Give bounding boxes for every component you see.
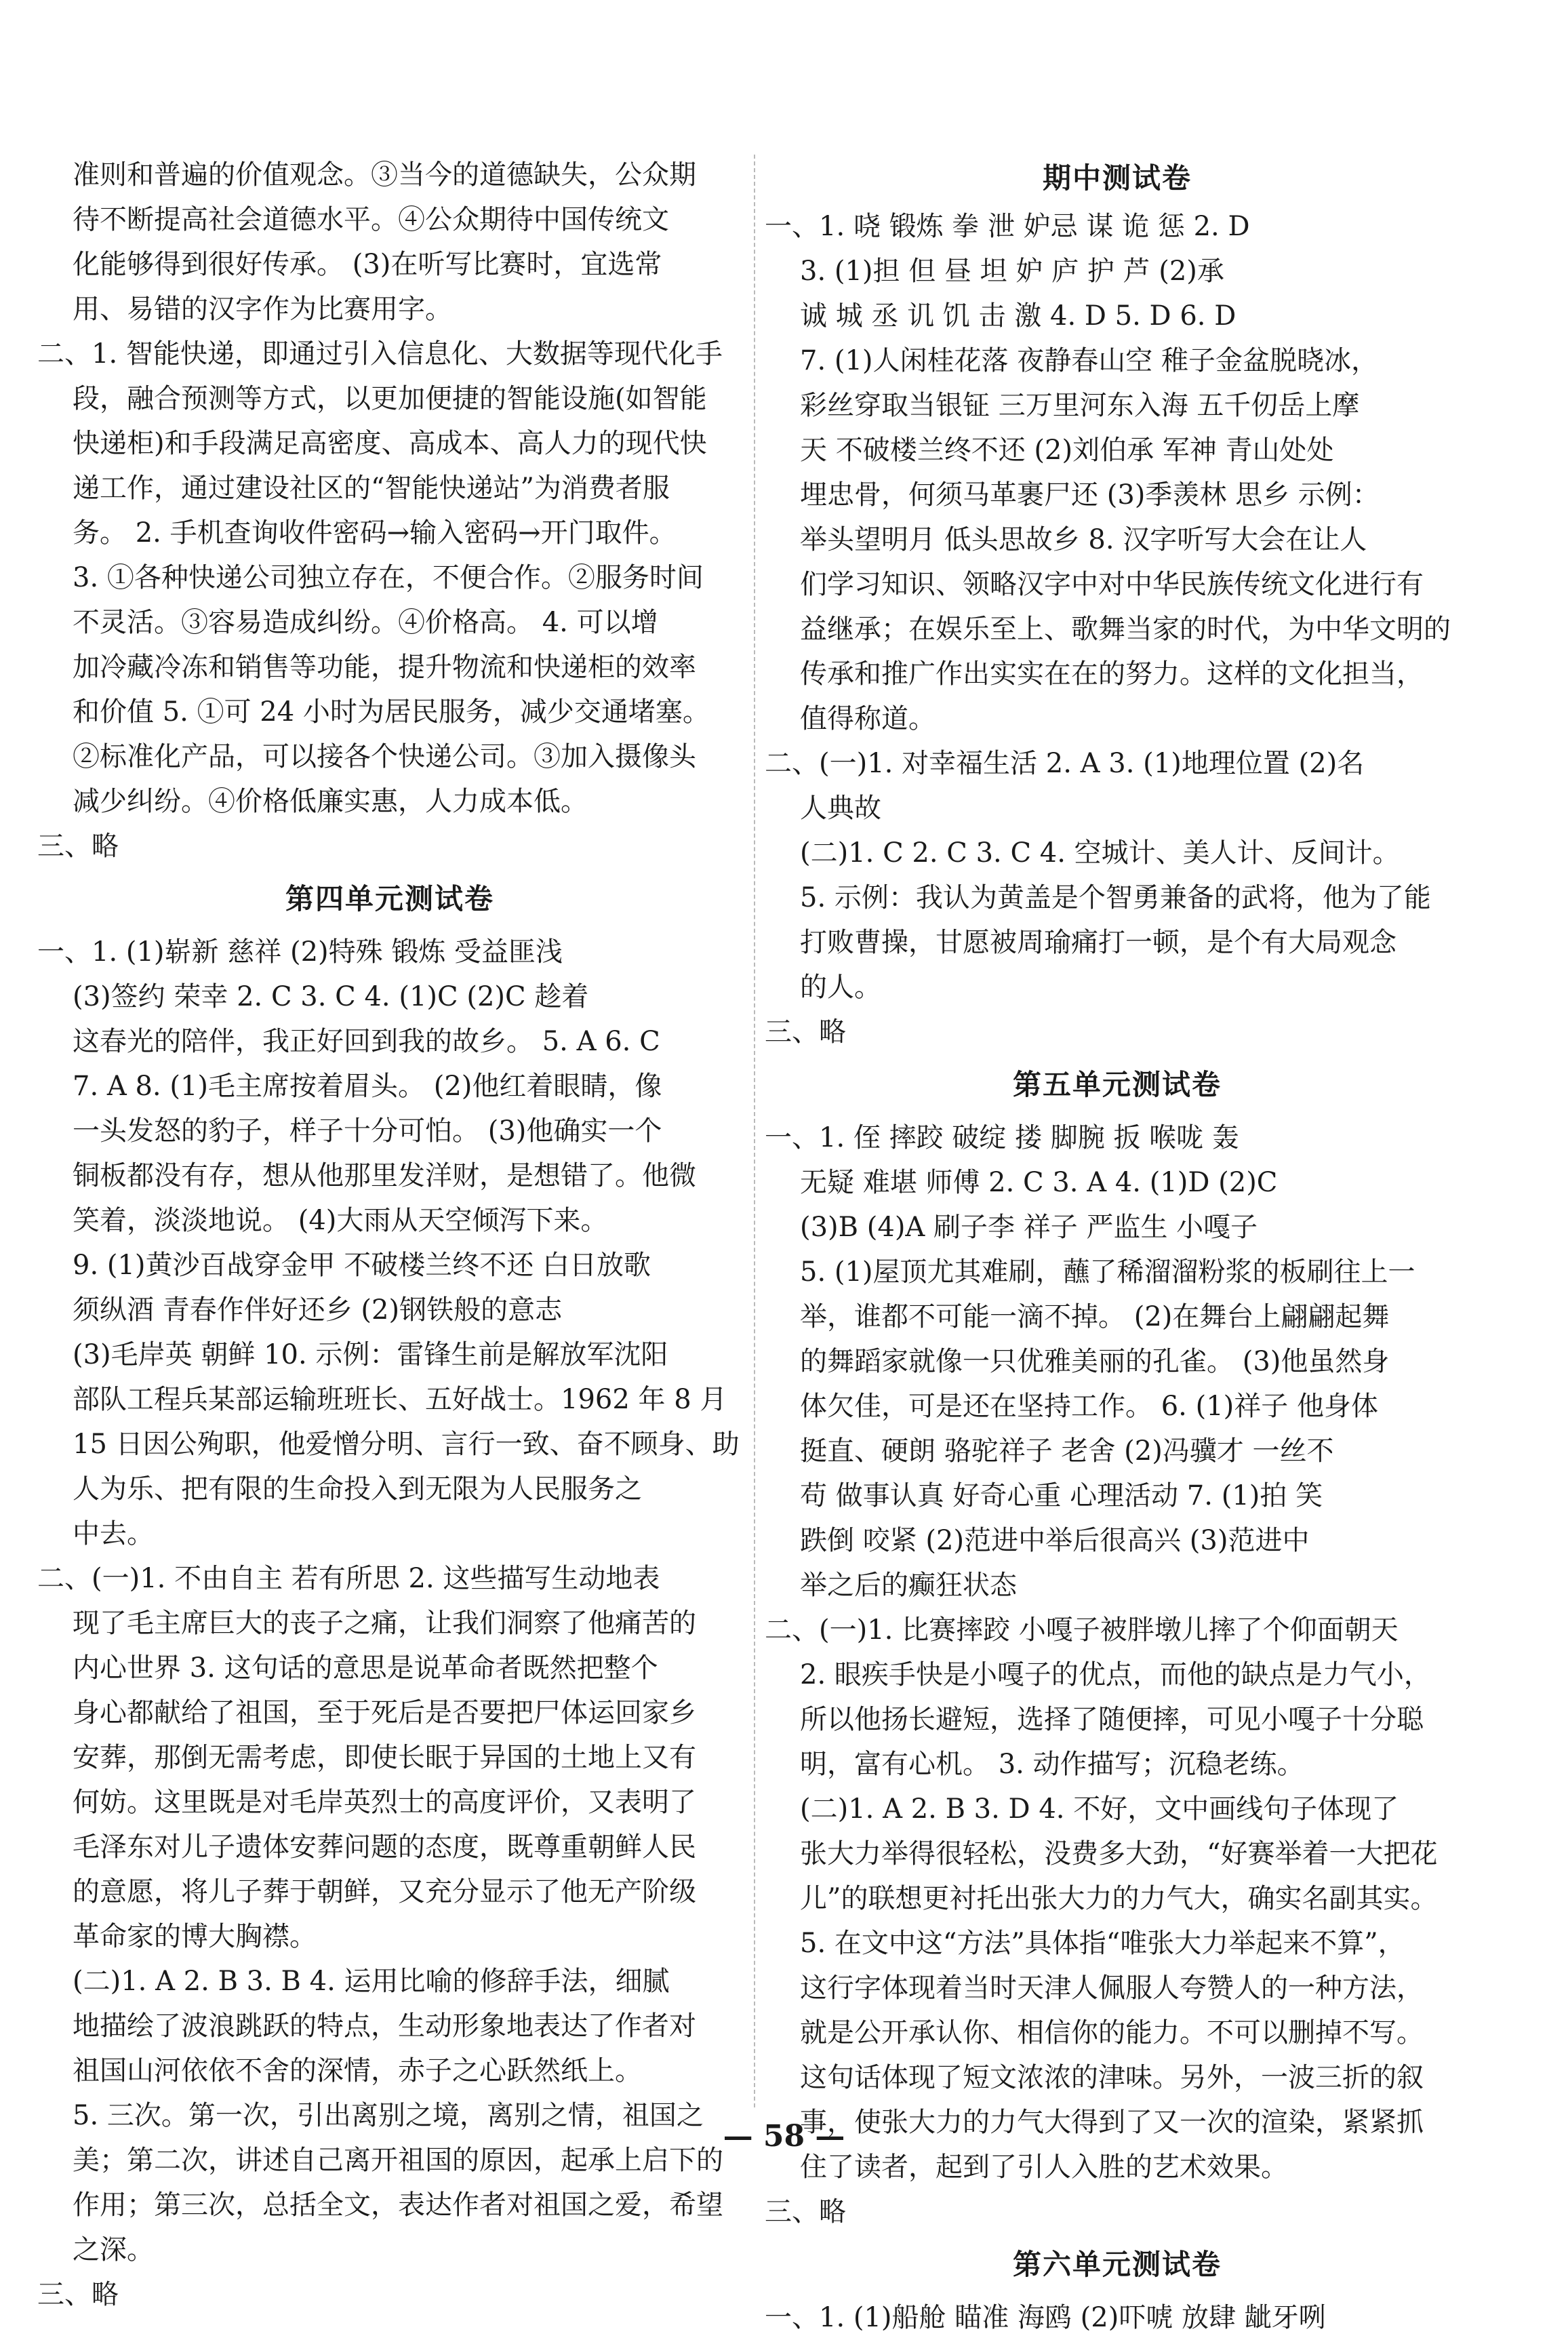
- text-line: 5. 示例：我认为黄盖是个智勇兼备的武将，他为了能: [800, 882, 1431, 913]
- left-column: [37, 153, 742, 2310]
- text-line: 挺直、硬朗 骆驼祥子 老舍 (2)冯骥才 一丝不: [800, 1435, 1334, 1467]
- page-number: — 58 —: [723, 2119, 845, 2154]
- text-line: 三、略: [765, 2196, 846, 2227]
- unit4-section: [37, 930, 742, 2317]
- text-line: 住了读者，起到了引人入胜的艺术效果。: [800, 2151, 1288, 2183]
- text-line: 人为乐、把有限的生命投入到无限为人民服务之: [73, 1473, 642, 1505]
- text-line: 地描绘了波浪跳跃的特点，生动形象地表达了作者对: [73, 2010, 696, 2042]
- text-line: 们学习知识、领略汉字中对中华民族传统文化进行有: [800, 569, 1424, 600]
- text-line: 5. (1)屋顶尤其难刷，蘸了稀溜溜粉浆的板刷往上一: [800, 1256, 1415, 1288]
- text-line: 值得称道。: [800, 703, 936, 734]
- unit6-section: [765, 2295, 1470, 2340]
- text-line: 张大力举得很轻松，没费多大劲，“好赛举着一大把花: [800, 1838, 1438, 1869]
- text-line: (二)1. A 2. B 3. D 4. 不好，文中画线句子体现了: [800, 1793, 1399, 1825]
- text-line: 用、易错的汉字作为比赛用字。: [73, 294, 452, 325]
- text-line: 的舞蹈家就像一只优雅美丽的孔雀。 (3)他虽然身: [800, 1346, 1390, 1377]
- text-line: 笑着，淡淡地说。 (4)大雨从天空倾泻下来。: [73, 1205, 608, 1236]
- text-line: 打败曹操，甘愿被周瑜痛打一顿，是个有大局观念: [800, 927, 1396, 958]
- text-line: 2. 眼疾手快是小嘎子的优点，而他的缺点是力气小，: [800, 1659, 1431, 1690]
- text-line: 安葬，那倒无需考虑，即使长眠于异国的土地上又有: [73, 1742, 696, 1773]
- text-line: 这行字体现着当时天津人佩服人夸赞人的一种方法，: [800, 1972, 1424, 2004]
- text-line: 举头望明月 低头思故乡 8. 汉字听写大会在让人: [800, 524, 1367, 555]
- text-line: 举，谁都不可能一滴不掉。 (2)在舞台上翩翩起舞: [800, 1301, 1390, 1332]
- text-line: 的人。: [800, 972, 881, 1003]
- midterm-title: 期中测试卷: [1042, 161, 1192, 195]
- text-line: 这春光的陪伴，我正好回到我的故乡。 5. A 6. C: [73, 1026, 660, 1057]
- text-line: 递工作，通过建设社区的“智能快递站”为消费者服: [73, 473, 670, 504]
- midterm-section: [765, 204, 1470, 1054]
- text-line: 一、1. 哓 锻炼 拳 泄 妒忌 谋 诡 惩 2. D: [765, 211, 1250, 242]
- text-line: 身心都献给了祖国，至于死后是否要把尸体运回家乡: [73, 1697, 696, 1728]
- text-line: 这句话体现了短文浓浓的津味。另外，一波三折的叙: [800, 2062, 1424, 2093]
- text-line: 就是公开承认你、相信你的能力。不可以删掉不写。: [800, 2017, 1424, 2048]
- text-line: 3. (1)担 但 昼 坦 妒 庐 护 芦 (2)承: [800, 256, 1224, 287]
- text-line: 不灵活。③容易造成纠纷。④价格高。 4. 可以增: [73, 607, 658, 638]
- text-line: 彩丝穿取当银钲 三万里河东入海 五千仞岳上摩: [800, 390, 1360, 421]
- text-line: 美；第二次，讲述自己离开祖国的原因，起承上启下的: [73, 2145, 723, 2176]
- text-line: ②标准化产品，可以接各个快递公司。③加入摄像头: [73, 741, 696, 772]
- unit5-section: [765, 1115, 1470, 2234]
- text-line: 苟 做事认真 好奇心重 心理活动 7. (1)拍 笑: [800, 1480, 1323, 1511]
- text-line: 7. A 8. (1)毛主席按着眉头。 (2)他红着眼睛，像: [73, 1071, 662, 1102]
- text-line: 的意愿，将儿子葬于朝鲜，又充分显示了他无产阶级: [73, 1876, 696, 1907]
- text-line: (二)1. C 2. C 3. C 4. 空城计、美人计、反间计。: [800, 837, 1400, 869]
- text-line: 诚 城 丞 讥 饥 击 激 4. D 5. D 6. D: [800, 300, 1237, 332]
- text-line: (二)1. A 2. B 3. B 4. 运用比喻的修辞手法，细腻: [73, 1966, 670, 1997]
- text-line: (3)毛岸英 朝鲜 10. 示例：雷锋生前是解放军沈阳: [73, 1339, 668, 1370]
- text-line: 5. 三次。第一次，引出离别之境，离别之情，祖国之: [73, 2100, 704, 2131]
- left-part2-section: [37, 332, 742, 869]
- text-line: 一、1. (1)崭新 慈祥 (2)特殊 锻炼 受益匪浅: [37, 936, 563, 968]
- text-line: 之深。: [73, 2234, 154, 2265]
- text-line: 二、(一)1. 对幸福生活 2. A 3. (1)地理位置 (2)名: [765, 748, 1365, 779]
- text-line: 埋忠骨，何须马革裹尸还 (3)季羡林 思乡 示例：: [800, 479, 1380, 511]
- text-line: 天 不破楼兰终不还 (2)刘伯承 军神 青山处处: [800, 435, 1334, 466]
- text-line: 体欠佳，可是还在坚持工作。 6. (1)祥子 他身体: [800, 1391, 1378, 1422]
- unit6-title: 第六单元测试卷: [1012, 2248, 1222, 2281]
- text-line: 一头发怒的豹子，样子十分可怕。 (3)他确实一个: [73, 1115, 662, 1147]
- text-line: 一、1. (1)船舱 瞄准 海鸥 (2)吓唬 放肆 龇牙咧: [765, 2302, 1326, 2333]
- text-line: 事，使张大力的力气大得到了又一次的渲染，紧紧抓: [800, 2107, 1424, 2138]
- text-line: 15 日因公殉职，他爱憎分明、言行一致、奋不顾身、助: [73, 1429, 740, 1460]
- text-line: 待不断提高社会道德水平。④公众期待中国传统文: [73, 204, 669, 235]
- text-line: (3)签约 荣幸 2. C 3. C 4. (1)C (2)C 趁着: [73, 981, 589, 1012]
- text-line: 9. (1)黄沙百战穿金甲 不破楼兰终不还 白日放歌: [73, 1250, 651, 1281]
- text-line: 三、略: [765, 1016, 846, 1048]
- text-line: 铜板都没有存，想从他那里发洋财，是想错了。他微: [73, 1160, 696, 1191]
- text-line: 何妨。这里既是对毛岸英烈士的高度评价，又表明了: [73, 1787, 696, 1818]
- text-line: 须纵酒 青春作伴好还乡 (2)钢铁般的意志: [73, 1294, 563, 1326]
- text-line: 无疑 难堪 师傅 2. C 3. A 4. (1)D (2)C: [800, 1167, 1278, 1198]
- text-line: 三、略: [37, 2279, 119, 2310]
- text-line: 革命家的博大胸襟。: [73, 1921, 317, 1952]
- text-line: 三、略: [37, 831, 119, 862]
- text-line: 明，富有心机。 3. 动作描写；沉稳老练。: [800, 1749, 1304, 1780]
- text-line: 务。 2. 手机查询收件密码→输入密码→开门取件。: [73, 517, 677, 549]
- text-line: 部队工程兵某部运输班班长、五好战士。1962 年 8 月: [73, 1384, 727, 1415]
- unit4-title: 第四单元测试卷: [285, 882, 494, 915]
- text-line: 段，融合预测等方式，以更加便捷的智能设施(如智能: [73, 383, 707, 414]
- text-line: 传承和推广作出实实在在的努力。这样的文化担当，: [800, 658, 1424, 690]
- text-line: 儿”的联想更衬托出张大力的力气大，确实名副其实。: [800, 1883, 1438, 1914]
- text-line: 减少纠纷。④价格低廉实惠，人力成本低。: [73, 786, 588, 817]
- left-part1-section: [37, 153, 742, 332]
- text-line: 祖国山河依依不舍的深情，赤子之心跃然纸上。: [73, 2055, 642, 2086]
- text-line: 化能够得到很好传承。 (3)在听写比赛时，宜选常: [73, 249, 662, 280]
- text-line: 二、(一)1. 不由自主 若有所思 2. 这些描写生动地表: [37, 1563, 660, 1594]
- text-line: 3. ①各种快递公司独立存在，不便合作。②服务时间: [73, 562, 704, 593]
- text-line: 一、1. 侄 摔跤 破绽 搂 脚腕 扳 喉咙 轰: [765, 1122, 1239, 1153]
- text-line: (3)B (4)A 刷子李 祥子 严监生 小嘎子: [800, 1212, 1258, 1243]
- text-line: 益继承；在娱乐至上、歌舞当家的时代，为中华文明的: [800, 614, 1451, 645]
- text-line: 准则和普遍的价值观念。③当今的道德缺失，公众期: [73, 159, 696, 191]
- column-divider: [754, 155, 755, 2107]
- text-line: 毛泽东对儿子遗体安葬问题的态度，既尊重朝鲜人民: [73, 1831, 696, 1863]
- text-line: 举之后的癫狂状态: [800, 1570, 1017, 1601]
- text-line: 7. (1)人闲桂花落 夜静春山空 稚子金盆脱晓冰，: [800, 345, 1378, 376]
- text-line: 人典故: [800, 793, 881, 824]
- text-line: 所以他扬长避短，选择了随便摔，可见小嘎子十分聪: [800, 1704, 1424, 1735]
- text-line: 作用；第三次，总括全文，表达作者对祖国之爱，希望: [73, 2189, 723, 2221]
- text-line: 快递柜)和手段满足高密度、高成本、高人力的现代快: [73, 428, 707, 459]
- text-line: 内心世界 3. 这句话的意思是说革命者既然把整个: [73, 1652, 658, 1684]
- text-line: 和价值 5. ①可 24 小时为居民服务，减少交通堵塞。: [73, 696, 710, 728]
- text-line: 二、(一)1. 比赛摔跤 小嘎子被胖墩儿摔了个仰面朝天: [765, 1614, 1399, 1646]
- text-line: 中去。: [73, 1518, 154, 1549]
- unit5-title: 第五单元测试卷: [1012, 1068, 1222, 1101]
- text-line: 跌倒 咬紧 (2)范进中举后很高兴 (3)范进中: [800, 1525, 1310, 1556]
- text-line: 现了毛主席巨大的丧子之痛，让我们洞察了他痛苦的: [73, 1608, 696, 1639]
- text-line: 5. 在文中这“方法”具体指“唯张大力举起来不算”，: [800, 1928, 1405, 1959]
- text-line: 加冷藏冷冻和销售等功能，提升物流和快递柜的效率: [73, 652, 696, 683]
- text-line: 二、1. 智能快递，即通过引入信息化、大数据等现代化手: [37, 338, 723, 370]
